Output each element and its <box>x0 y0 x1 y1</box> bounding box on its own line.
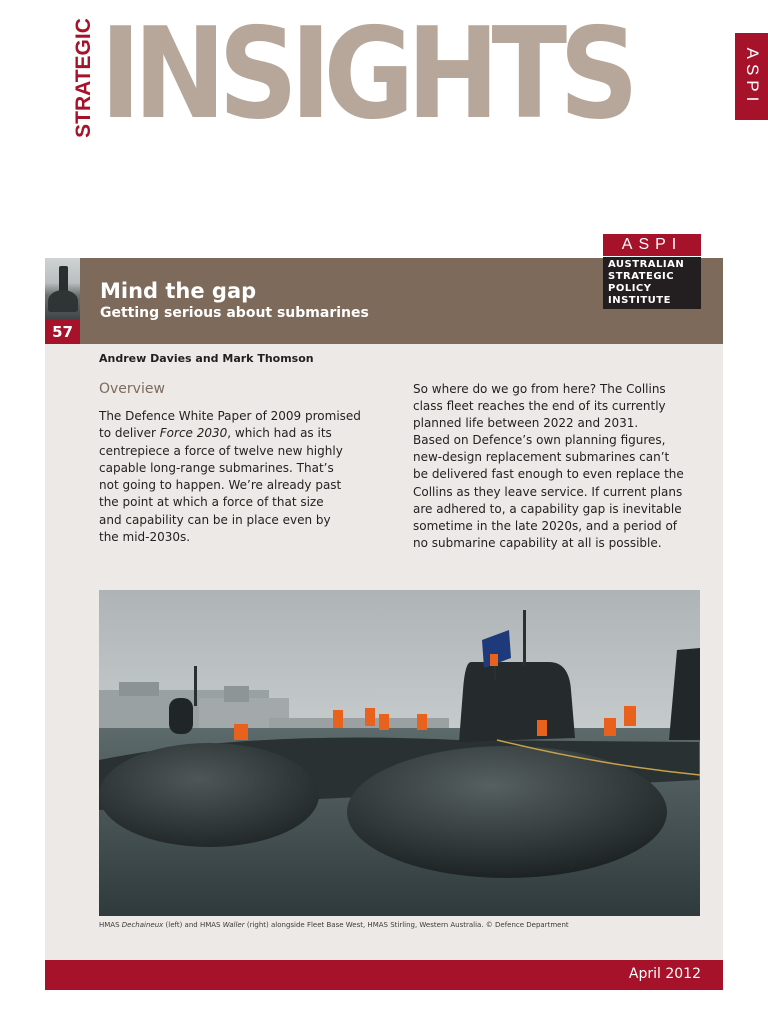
publication-date: April 2012 <box>628 966 701 982</box>
footer-bar <box>45 960 723 990</box>
aspi-side-tab-text: ASPI <box>742 47 762 106</box>
submarine-photo-illustration <box>99 590 700 916</box>
insights-masthead: INSIGHTS <box>100 0 632 147</box>
logo-line: POLICY <box>608 283 652 294</box>
strategic-text: STRATEGIC <box>72 18 95 138</box>
authors-byline: Andrew Davies and Mark Thomson <box>99 352 314 365</box>
strategic-label <box>72 18 96 138</box>
overview-line: class fleet reaches the end of its currently <box>413 399 666 414</box>
overview-line: and capability can be in place even by <box>99 512 331 527</box>
issue-number: 57 <box>45 320 80 344</box>
overview-line: planned life between 2022 and 2031. <box>413 416 639 431</box>
overview-line: new-design replacement submarines can’t <box>413 450 670 465</box>
overview-heading: Overview <box>99 381 165 397</box>
overview-line: centrepiece a force of twelve new highly <box>99 443 343 458</box>
overview-line: sometime in the late 2020s, and a period of <box>413 518 678 533</box>
overview-line: the mid-2030s. <box>99 530 191 545</box>
overview-line: Collins as they leave service. If current plans <box>413 484 683 499</box>
logo-line: STRATEGIC <box>608 271 675 282</box>
overview-line: Based on Defence’s own planning figures, <box>413 433 666 448</box>
overview-left-column <box>99 408 399 546</box>
overview-line: to deliver Force 2030, which had as its <box>99 426 332 441</box>
overview-line: are adhered to, a capability gap is inevitable <box>413 501 682 516</box>
overview-line: So where do we go from here? The Collins <box>413 382 666 396</box>
overview-line: not going to happen. We’re already past <box>99 478 342 493</box>
overview-line: The Defence White Paper of 2009 promised <box>99 409 361 423</box>
overview-line: capable long-range submarines. That’s <box>99 460 334 475</box>
overview-right-column <box>413 381 713 552</box>
submarine-thumbnail <box>45 258 80 320</box>
page-title: Mind the gap <box>100 279 257 303</box>
photo-caption: HMAS Dechaineux (left) and HMAS Waller (right) alongside Fleet Base West, HMAS Stirling, Western Australia. © Defence Department <box>99 921 569 929</box>
overview-line: no submarine capability at all is possible. <box>413 535 662 550</box>
aspi-side-tab <box>735 33 768 120</box>
logo-line: INSTITUTE <box>608 295 671 306</box>
overview-line: the point at which a force of that size <box>99 495 324 510</box>
page-subtitle: Getting serious about submarines <box>100 305 369 321</box>
overview-line: be delivered fast enough to even replace the <box>413 467 684 482</box>
aspi-logo-acronym: ASPI <box>603 234 701 256</box>
aspi-logo-name <box>603 257 701 309</box>
logo-line: AUSTRALIAN <box>608 259 685 270</box>
submarine-photo <box>99 590 700 916</box>
